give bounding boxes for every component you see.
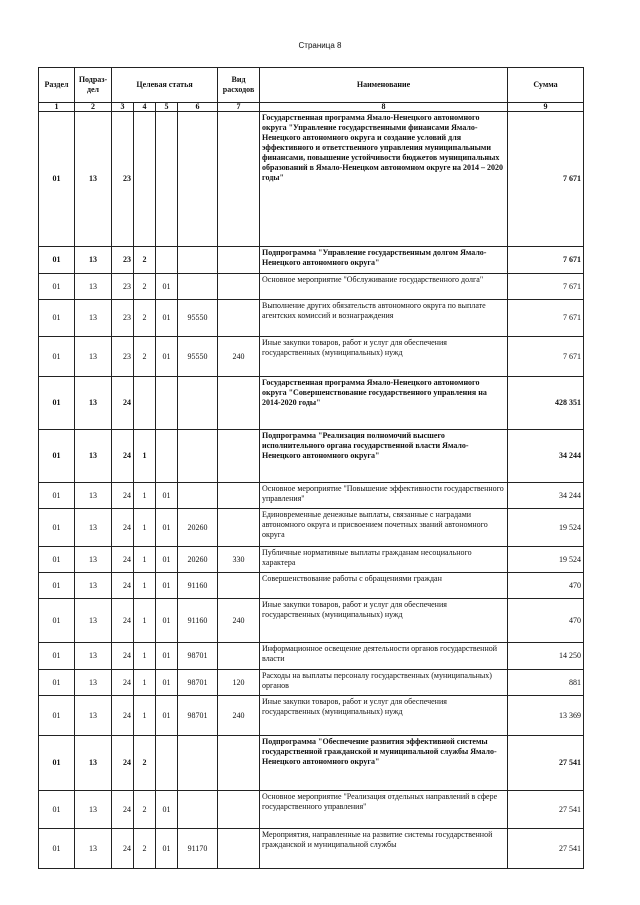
sum-cell: 27 541 (508, 736, 584, 791)
target-program-cell: 23 (112, 300, 134, 337)
target-subprogram-cell: 1 (134, 430, 156, 483)
expense-type-cell (218, 430, 260, 483)
target-direction-cell (178, 483, 218, 509)
expense-type-cell (218, 509, 260, 547)
col-header-razdel: Раздел (39, 68, 75, 103)
razdel-cell: 01 (39, 643, 75, 670)
target-program-cell: 24 (112, 829, 134, 869)
target-direction-cell: 20260 (178, 547, 218, 573)
name-cell: Публичные нормативные выплаты гражданам несоциального характера (260, 547, 508, 573)
expense-type-cell (218, 829, 260, 869)
target-direction-cell: 98701 (178, 670, 218, 696)
table-row (39, 247, 584, 274)
col-number: 5 (156, 103, 178, 112)
table-row (39, 483, 584, 509)
table-row (39, 829, 584, 869)
expense-type-cell (218, 300, 260, 337)
target-event-cell: 01 (156, 573, 178, 599)
expense-type-cell: 120 (218, 670, 260, 696)
col-number: 9 (508, 103, 584, 112)
table-row (39, 696, 584, 736)
sum-cell: 470 (508, 573, 584, 599)
target-subprogram-cell: 2 (134, 829, 156, 869)
sum-cell: 428 351 (508, 377, 584, 430)
col-number: 3 (112, 103, 134, 112)
target-direction-cell: 95550 (178, 337, 218, 377)
target-event-cell: 01 (156, 829, 178, 869)
razdel-cell: 01 (39, 274, 75, 300)
razdel-cell: 01 (39, 377, 75, 430)
podrazdel-cell: 13 (75, 509, 112, 547)
name-cell: Основное мероприятие "Обслуживание государственного долга" (260, 274, 508, 300)
razdel-cell: 01 (39, 509, 75, 547)
target-event-cell: 01 (156, 670, 178, 696)
name-cell: Государственная программа Ямало-Ненецкого автономного округа "Управление государственными финансами Ямало-Ненецкого автономного округа и создание условий для эффективного и ответственного управления муниципальными финансами, повышение устойчивости бюджетов муниципальных образований в Ямало-Ненецком автономном округе на 2014 – 2020 годы" (260, 112, 508, 247)
table-row (39, 670, 584, 696)
header-row (39, 68, 584, 103)
target-program-cell: 23 (112, 274, 134, 300)
target-direction-cell: 91160 (178, 573, 218, 599)
name-cell: Выполнение других обязательств автономного округа по выплате агентских комиссий и вознаграждения (260, 300, 508, 337)
name-cell: Иные закупки товаров, работ и услуг для обеспечения государственных (муниципальных) нужд (260, 337, 508, 377)
podrazdel-cell: 13 (75, 829, 112, 869)
target-subprogram-cell: 1 (134, 547, 156, 573)
podrazdel-cell: 13 (75, 670, 112, 696)
table-row (39, 736, 584, 791)
target-program-cell: 23 (112, 337, 134, 377)
name-cell: Информационное освещение деятельности органов государственной власти (260, 643, 508, 670)
expense-type-cell (218, 247, 260, 274)
target-event-cell (156, 430, 178, 483)
name-cell: Иные закупки товаров, работ и услуг для обеспечения государственных (муниципальных) нужд (260, 599, 508, 643)
name-cell: Подпрограмма "Управление государственным долгом Ямало-Ненецкого автономного округа" (260, 247, 508, 274)
target-subprogram-cell: 1 (134, 483, 156, 509)
target-direction-cell: 91170 (178, 829, 218, 869)
col-header-sum: Сумма (508, 68, 584, 103)
target-direction-cell: 20260 (178, 509, 218, 547)
col-header-podrazdel: Подраз-дел (75, 68, 112, 103)
target-program-cell: 24 (112, 696, 134, 736)
target-subprogram-cell: 1 (134, 670, 156, 696)
target-event-cell: 01 (156, 547, 178, 573)
target-subprogram-cell: 1 (134, 643, 156, 670)
table-row (39, 377, 584, 430)
target-subprogram-cell (134, 112, 156, 247)
target-subprogram-cell: 1 (134, 696, 156, 736)
podrazdel-cell: 13 (75, 483, 112, 509)
target-event-cell: 01 (156, 274, 178, 300)
podrazdel-cell: 13 (75, 247, 112, 274)
razdel-cell: 01 (39, 483, 75, 509)
target-program-cell: 24 (112, 430, 134, 483)
target-event-cell (156, 247, 178, 274)
name-cell: Государственная программа Ямало-Ненецкого автономного округа "Совершенствование государственного управления на 2014-2020 годы" (260, 377, 508, 430)
target-subprogram-cell: 2 (134, 247, 156, 274)
razdel-cell: 01 (39, 300, 75, 337)
target-subprogram-cell: 1 (134, 599, 156, 643)
razdel-cell: 01 (39, 547, 75, 573)
expense-type-cell (218, 573, 260, 599)
expense-type-cell (218, 112, 260, 247)
target-direction-cell (178, 736, 218, 791)
razdel-cell: 01 (39, 736, 75, 791)
target-subprogram-cell (134, 377, 156, 430)
target-direction-cell (178, 112, 218, 247)
budget-table (38, 67, 584, 869)
sum-cell: 34 244 (508, 430, 584, 483)
podrazdel-cell: 13 (75, 791, 112, 829)
col-number: 8 (260, 103, 508, 112)
target-program-cell: 24 (112, 509, 134, 547)
razdel-cell: 01 (39, 247, 75, 274)
target-program-cell: 24 (112, 643, 134, 670)
razdel-cell: 01 (39, 599, 75, 643)
target-event-cell: 01 (156, 599, 178, 643)
target-event-cell (156, 377, 178, 430)
table-row (39, 791, 584, 829)
target-subprogram-cell: 2 (134, 736, 156, 791)
razdel-cell: 01 (39, 791, 75, 829)
col-number: 6 (178, 103, 218, 112)
target-subprogram-cell: 2 (134, 791, 156, 829)
sum-cell: 881 (508, 670, 584, 696)
table-row (39, 573, 584, 599)
target-program-cell: 24 (112, 670, 134, 696)
name-cell: Иные закупки товаров, работ и услуг для обеспечения государственных (муниципальных) нужд (260, 696, 508, 736)
col-header-name: Наименование (260, 68, 508, 103)
target-program-cell: 24 (112, 599, 134, 643)
sum-cell: 7 671 (508, 112, 584, 247)
razdel-cell: 01 (39, 337, 75, 377)
expense-type-cell: 240 (218, 337, 260, 377)
target-program-cell: 24 (112, 736, 134, 791)
podrazdel-cell: 13 (75, 573, 112, 599)
target-event-cell: 01 (156, 643, 178, 670)
sum-cell: 19 524 (508, 509, 584, 547)
sum-cell: 7 671 (508, 247, 584, 274)
target-direction-cell: 98701 (178, 643, 218, 670)
podrazdel-cell: 13 (75, 547, 112, 573)
target-event-cell: 01 (156, 300, 178, 337)
target-program-cell: 24 (112, 573, 134, 599)
expense-type-cell (218, 643, 260, 670)
podrazdel-cell: 13 (75, 599, 112, 643)
col-number: 4 (134, 103, 156, 112)
name-cell: Мероприятия, направленные на развитие системы государственной гражданской и муниципальной службы (260, 829, 508, 869)
target-subprogram-cell: 2 (134, 274, 156, 300)
target-direction-cell (178, 377, 218, 430)
name-cell: Основное мероприятие "Реализация отдельных направлений в сфере государственного управления" (260, 791, 508, 829)
table-body (39, 112, 584, 869)
table-row (39, 643, 584, 670)
sum-cell: 27 541 (508, 791, 584, 829)
target-subprogram-cell: 2 (134, 300, 156, 337)
razdel-cell: 01 (39, 573, 75, 599)
table-row (39, 337, 584, 377)
table-row (39, 547, 584, 573)
sum-cell: 470 (508, 599, 584, 643)
expense-type-cell (218, 274, 260, 300)
sum-cell: 7 671 (508, 337, 584, 377)
name-cell: Единовременные денежные выплаты, связанные с наградами автономного округа и присвоением почетных званий автономного округа (260, 509, 508, 547)
expense-type-cell: 330 (218, 547, 260, 573)
target-event-cell (156, 736, 178, 791)
table-row (39, 274, 584, 300)
target-event-cell: 01 (156, 509, 178, 547)
target-direction-cell: 91160 (178, 599, 218, 643)
expense-type-cell (218, 483, 260, 509)
sum-cell: 14 250 (508, 643, 584, 670)
podrazdel-cell: 13 (75, 430, 112, 483)
target-program-cell: 23 (112, 112, 134, 247)
expense-type-cell (218, 377, 260, 430)
expense-type-cell: 240 (218, 696, 260, 736)
name-cell: Подпрограмма "Реализация полномочий высшего исполнительного органа государственной власти Ямало-Ненецкого автономного округа" (260, 430, 508, 483)
target-direction-cell (178, 791, 218, 829)
table-row (39, 599, 584, 643)
name-cell: Расходы на выплаты персоналу государственных (муниципальных) органов (260, 670, 508, 696)
target-subprogram-cell: 1 (134, 573, 156, 599)
target-program-cell: 24 (112, 547, 134, 573)
table-row (39, 300, 584, 337)
table-row (39, 430, 584, 483)
name-cell: Совершенствование работы с обращениями граждан (260, 573, 508, 599)
sum-cell: 34 244 (508, 483, 584, 509)
expense-type-cell: 240 (218, 599, 260, 643)
podrazdel-cell: 13 (75, 696, 112, 736)
name-cell: Подпрограмма "Обеспечение развития эффективной системы государственной гражданской и муниципальной службы Ямало-Ненецкого автономного округа" (260, 736, 508, 791)
col-header-vid: Вид расходов (218, 68, 260, 103)
target-event-cell: 01 (156, 337, 178, 377)
target-program-cell: 24 (112, 377, 134, 430)
razdel-cell: 01 (39, 829, 75, 869)
target-program-cell: 24 (112, 483, 134, 509)
razdel-cell: 01 (39, 696, 75, 736)
target-event-cell: 01 (156, 483, 178, 509)
target-event-cell: 01 (156, 791, 178, 829)
col-number: 1 (39, 103, 75, 112)
col-number: 7 (218, 103, 260, 112)
expense-type-cell (218, 791, 260, 829)
podrazdel-cell: 13 (75, 736, 112, 791)
sum-cell: 7 671 (508, 300, 584, 337)
col-number: 2 (75, 103, 112, 112)
target-direction-cell: 98701 (178, 696, 218, 736)
column-number-row (39, 103, 584, 112)
podrazdel-cell: 13 (75, 112, 112, 247)
target-subprogram-cell: 1 (134, 509, 156, 547)
sum-cell: 7 671 (508, 274, 584, 300)
target-event-cell (156, 112, 178, 247)
target-event-cell: 01 (156, 696, 178, 736)
table-row (39, 509, 584, 547)
sum-cell: 19 524 (508, 547, 584, 573)
target-program-cell: 24 (112, 791, 134, 829)
page-label: Страница 8 (298, 41, 342, 50)
podrazdel-cell: 13 (75, 274, 112, 300)
sum-cell: 13 369 (508, 696, 584, 736)
razdel-cell: 01 (39, 112, 75, 247)
podrazdel-cell: 13 (75, 643, 112, 670)
name-cell: Основное мероприятие "Повышение эффективности государственного управления" (260, 483, 508, 509)
expense-type-cell (218, 736, 260, 791)
target-program-cell: 23 (112, 247, 134, 274)
razdel-cell: 01 (39, 430, 75, 483)
target-subprogram-cell: 2 (134, 337, 156, 377)
col-header-target: Целевая статья (112, 68, 218, 103)
target-direction-cell (178, 247, 218, 274)
razdel-cell: 01 (39, 670, 75, 696)
podrazdel-cell: 13 (75, 377, 112, 430)
sum-cell: 27 541 (508, 829, 584, 869)
target-direction-cell (178, 430, 218, 483)
podrazdel-cell: 13 (75, 337, 112, 377)
target-direction-cell: 95550 (178, 300, 218, 337)
table-row (39, 112, 584, 247)
target-direction-cell (178, 274, 218, 300)
podrazdel-cell: 13 (75, 300, 112, 337)
